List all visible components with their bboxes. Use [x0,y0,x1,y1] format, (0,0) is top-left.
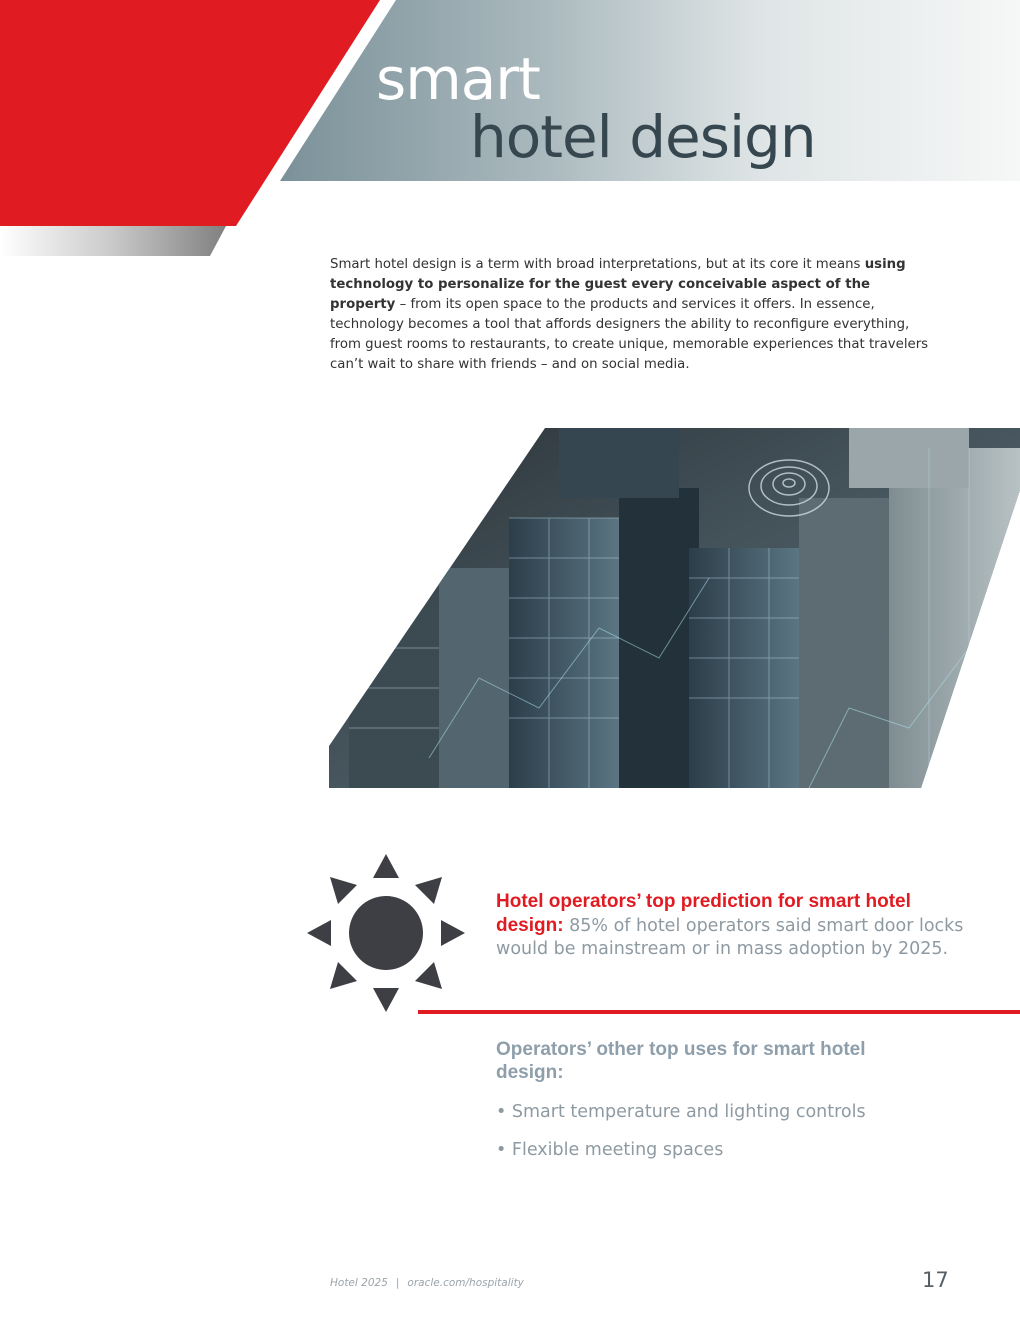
page-title-line2: hotel design [470,103,816,171]
red-block [0,0,380,226]
silver-bar [0,226,226,256]
footer-separator: | [395,1277,400,1289]
prediction-text: 85% of hotel operators said smart door locks would be mainstream or in mass adoption by 2025. [496,916,964,959]
sun-icon [305,852,467,1014]
other-uses-list [496,1100,866,1176]
footer-publication: Hotel 2025 [330,1277,388,1289]
red-divider [418,1010,1020,1014]
intro-text-start: Smart hotel design is a term with broad interpretations, but at its core it means [330,257,865,272]
footer-url[interactable]: oracle.com/hospitality [407,1277,524,1289]
other-uses-title: Operators’ other top uses for smart hotel design: [496,1039,866,1083]
intro-paragraph [330,255,930,375]
prediction-callout [496,890,966,961]
intro-text-bold: using technology to personalize for the guest every conceivable aspect of the property [330,257,906,312]
prediction-highlight: Hotel operators’ top prediction for smart hotel design: [496,891,911,936]
list-item: • Smart temperature and lighting controls [496,1102,866,1122]
city-skyline-image [329,428,1020,788]
page-number: 17 [922,1268,949,1292]
list-item: • Flexible meeting spaces [496,1140,724,1160]
intro-text-end: – from its open space to the products and services it offers. In essence, technology becomes a tool that affords designers the ability to reconfigure everything, from guest rooms to restaurants, to create unique, memorable experiences that travelers can’t wait to share with friends – and on social media. [330,297,929,372]
page-title-line1: smart [376,45,540,113]
footer [330,1277,524,1289]
